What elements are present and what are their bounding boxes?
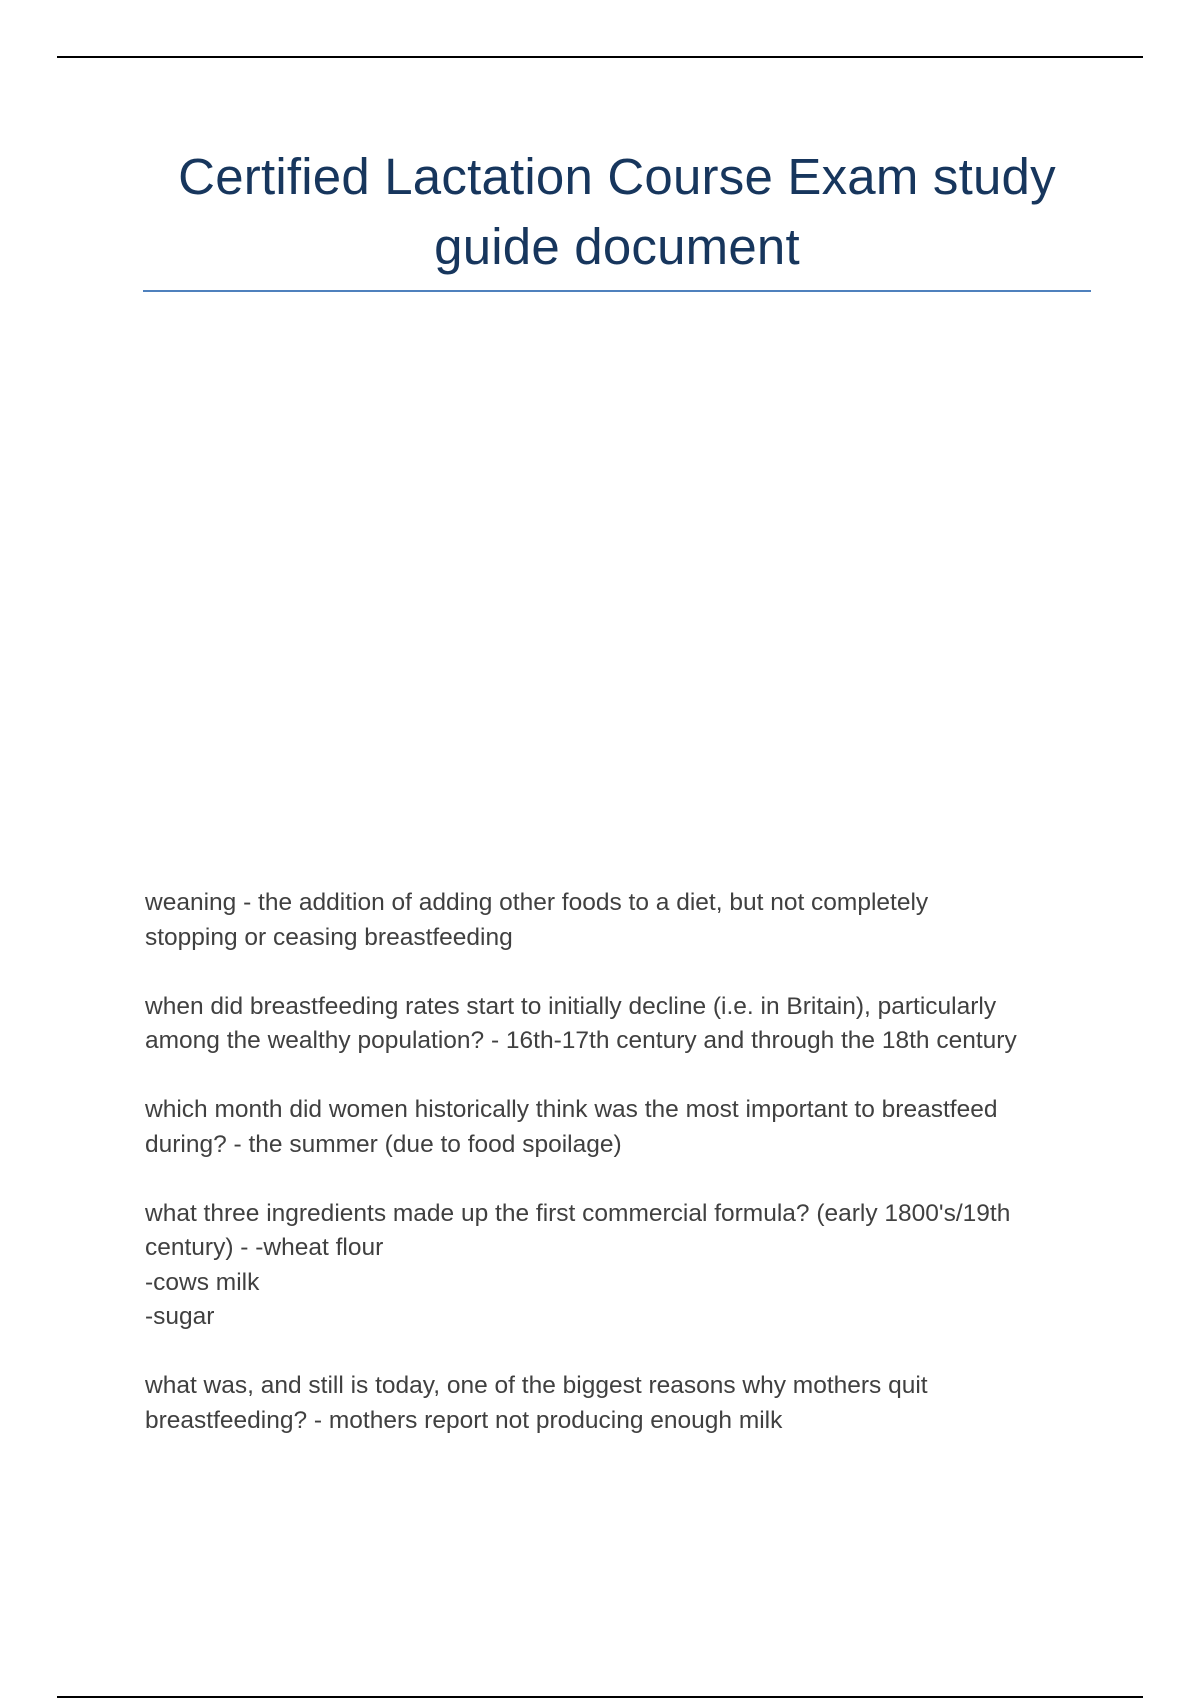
qa-item	[145, 1093, 1105, 1162]
qa-item	[145, 1369, 1105, 1438]
qa-line: what three ingredients made up the first commercial formula? (early 1800's/19th	[145, 1199, 1011, 1227]
qa-line: during? - the summer (due to food spoilage)	[145, 1130, 622, 1158]
qa-line: weaning - the addition of adding other foods to a diet, but not completely	[145, 889, 929, 916]
qa-line: what was, and still is today, one of the biggest reasons why mothers quit	[145, 1372, 928, 1399]
page-top-rule	[57, 56, 1143, 58]
qa-item	[145, 990, 1105, 1059]
page-bottom-rule	[57, 1696, 1143, 1698]
qa-item	[145, 1197, 1105, 1335]
qa-line: -cows milk	[145, 1268, 260, 1296]
qa-item	[145, 886, 1105, 955]
qa-line: -sugar	[145, 1303, 215, 1330]
document-title-line-1: Certified Lactation Course Exam study	[178, 148, 1056, 205]
document-title	[143, 142, 1091, 282]
qa-line: when did breastfeeding rates start to initially decline (i.e. in Britain), particularly	[145, 992, 997, 1020]
document-title-block	[143, 142, 1091, 282]
qa-line: which month did women historically think was the most important to breastfeed	[145, 1096, 998, 1123]
qa-line: stopping or ceasing breastfeeding	[145, 923, 513, 951]
qa-line: breastfeeding? - mothers report not producing enough milk	[145, 1406, 783, 1434]
document-title-line-2: guide document	[434, 218, 800, 275]
qa-list	[145, 886, 1105, 1473]
title-underline	[143, 290, 1091, 292]
qa-line: century) - -wheat flour	[145, 1234, 384, 1261]
qa-line: among the wealthy population? - 16th-17th century and through the 18th century	[145, 1027, 1017, 1054]
